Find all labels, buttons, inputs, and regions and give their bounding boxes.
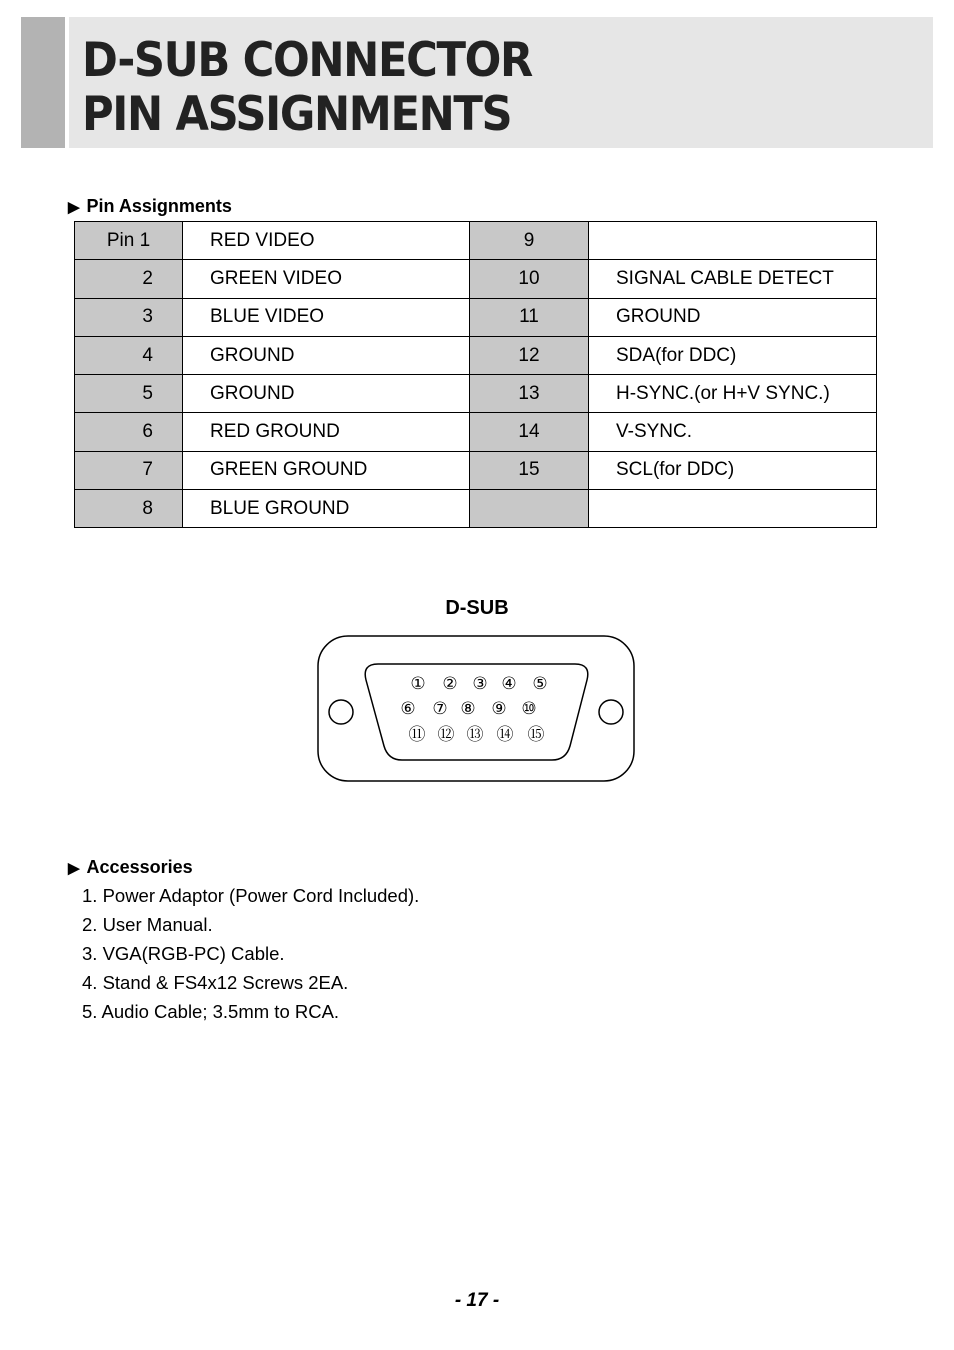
header-accent-bar [21,17,65,148]
page-title-line2: PIN ASSIGNMENTS [82,87,512,142]
page-title-line1: D-SUB CONNECTOR [82,33,532,88]
pin-number-cell: 7 [75,451,183,489]
pin-marker: ④ [501,674,517,694]
list-item: 3. VGA(RGB-PC) Cable. [82,943,285,964]
triangle-bullet-icon: ▶ [68,859,80,877]
pin-number-cell: 8 [75,490,183,528]
pin-number-cell: 9 [470,222,589,260]
list-item: 5. Audio Cable; 3.5mm to RCA. [82,1001,340,1022]
pin-number-cell: 14 [470,413,589,451]
pin-marker: ③ [472,674,488,694]
page-title [82,34,532,142]
table-row [75,413,877,451]
pin-marker: ⑥ [400,699,416,719]
pin-number-cell: 3 [75,298,183,336]
pin-assignments-label: Pin Assignments [86,196,232,216]
table-row [75,298,877,336]
pin-signal-cell: GREEN VIDEO [183,260,470,298]
pin-marker: ⑦ [432,699,448,719]
pin-number-cell: 15 [470,451,589,489]
pin-signal-cell: H-SYNC.(or H+V SYNC.) [589,375,877,413]
pin-number-cell: 6 [75,413,183,451]
table-row [75,490,877,528]
accessories-label: Accessories [86,857,193,877]
dsub-diagram-title: D-SUB [445,597,509,619]
pin-number-cell: 13 [470,375,589,413]
pin-signal-cell: RED VIDEO [183,222,470,260]
pin-signal-cell: GROUND [183,336,470,374]
pin-number-cell: 4 [75,336,183,374]
accessories-list [82,884,419,1029]
pin-signal-cell: GROUND [183,375,470,413]
pin-signal-cell: SCL(for DDC) [589,451,877,489]
triangle-bullet-icon: ▶ [68,198,80,216]
pin-marker: ⑧ [460,699,476,719]
pin-assignments-heading [68,196,232,217]
pin-number-cell: 2 [75,260,183,298]
table-row [75,375,877,413]
pin-marker: ⑩ [521,699,537,719]
pin-number-cell: 5 [75,375,183,413]
mounting-hole-left [329,700,353,724]
table-row [75,451,877,489]
table-row [75,260,877,298]
pin-signal-cell: V-SYNC. [589,413,877,451]
pin-signal-cell: RED GROUND [183,413,470,451]
pin-number-cell: Pin 1 [75,222,183,260]
dsub-connector-diagram [316,634,638,784]
pin-signal-cell: SIGNAL CABLE DETECT [589,260,877,298]
pin-marker: ⑭ [496,725,514,745]
pin-marker: ⑮ [527,725,545,745]
pin-signal-cell: GROUND [589,298,877,336]
pin-marker: ⑤ [532,674,548,694]
pin-signal-cell [589,490,877,528]
mounting-hole-right [599,700,623,724]
pin-marker: ⑬ [466,725,484,745]
pin-signal-cell [589,222,877,260]
pin-signal-cell: BLUE GROUND [183,490,470,528]
list-item: 4. Stand & FS4x12 Screws 2EA. [82,972,349,993]
pin-number-cell: 12 [470,336,589,374]
pin-marker: ⑫ [437,725,455,745]
table-row [75,222,877,260]
pin-marker: ② [442,674,458,694]
page-number: - 17 - [454,1290,500,1311]
pin-number-cell: 11 [470,298,589,336]
pin-number-cell [470,490,589,528]
pin-marker: ⑨ [491,699,507,719]
list-item: 1. Power Adaptor (Power Cord Included). [82,885,420,906]
pin-signal-cell: SDA(for DDC) [589,336,877,374]
table-row [75,336,877,374]
accessories-heading [68,857,193,878]
pin-marker: ① [410,674,426,694]
pin-table [74,221,877,528]
pin-marker: ⑪ [408,725,426,745]
pin-number-cell: 10 [470,260,589,298]
pin-signal-cell: GREEN GROUND [183,451,470,489]
list-item: 2. User Manual. [82,914,213,935]
pin-signal-cell: BLUE VIDEO [183,298,470,336]
